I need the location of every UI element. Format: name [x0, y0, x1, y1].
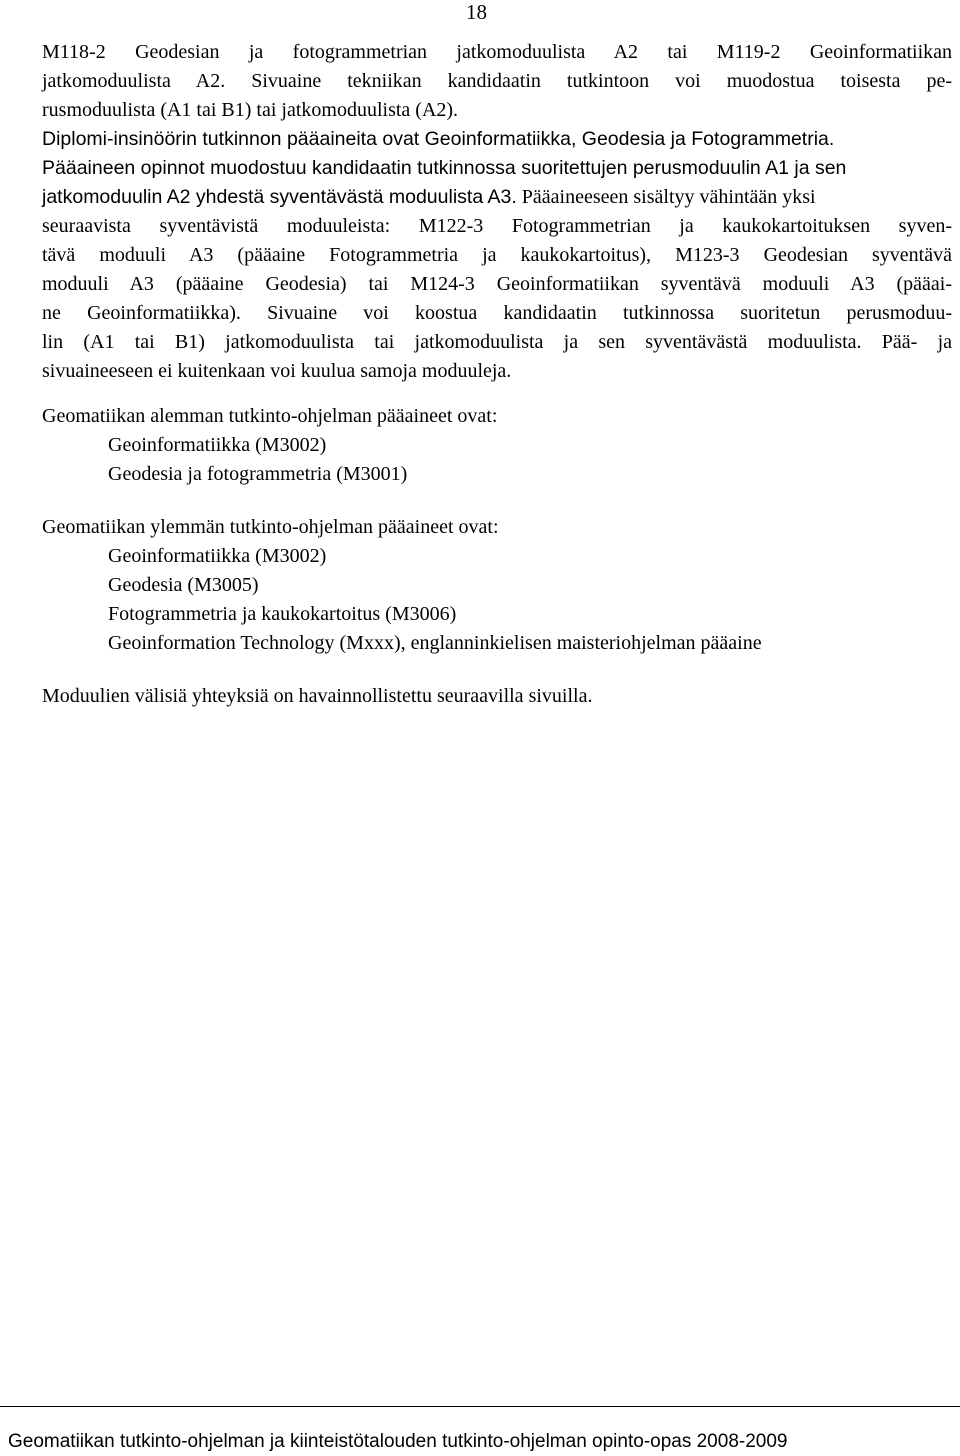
upper-degree-heading: Geomatiikan ylemmän tutkinto-ohjelman pääaineet ovat: — [42, 516, 499, 538]
list-item: Geodesia ja fotogrammetria (M3001) — [108, 463, 408, 485]
lower-degree-majors — [42, 402, 952, 489]
intro-line: ne Geoinformatiikka). Sivuaine voi koostua kandidaatin tutkinnossa suoritetun perusmoduu- — [42, 302, 952, 324]
lower-degree-heading: Geomatiikan alemman tutkinto-ohjelman pääaineet ovat: — [42, 405, 498, 427]
intro-line: Diplomi-insinöörin tutkinnon pääaineita ovat Geoinformatiikka, Geodesia ja Fotogrammetria. — [42, 128, 835, 150]
lower-degree-list — [42, 431, 952, 489]
list-item: Fotogrammetria ja kaukokartoitus (M3006) — [108, 603, 457, 625]
intro-line-part: jatkomoduulin A2 yhdestä syventävästä moduulista A3. — [42, 186, 517, 208]
closing-line: Moduulien välisiä yhteyksiä on havainnollistettu seuraavilla sivuilla. — [42, 685, 593, 707]
intro-line — [42, 183, 952, 212]
intro-line: jatkomoduulista A2. Sivuaine tekniikan kandidaatin tutkintoon voi muodostua toisesta pe- — [42, 70, 952, 92]
list-item: Geoinformation Technology (Mxxx), englanninkielisen maisteriohjelman pääaine — [108, 632, 762, 654]
intro-line: M118-2 Geodesian ja fotogrammetrian jatkomoduulista A2 tai M119-2 Geoinformatiikan — [42, 41, 952, 63]
footer-divider — [0, 1406, 960, 1407]
intro-line: sivuaineeseen ei kuitenkaan voi kuulua samoja moduuleja. — [42, 360, 512, 382]
intro-paragraph — [42, 38, 952, 386]
intro-line: lin (A1 tai B1) jatkomoduulista tai jatkomoduulista ja sen syventävästä moduulista. Pää- ja — [42, 331, 952, 353]
upper-degree-list — [42, 542, 952, 658]
intro-line-part: Pääaineeseen sisältyy vähintään yksi — [516, 186, 816, 208]
intro-line: moduuli A3 (pääaine Geodesia) tai M124-3 Geoinformatiikan syventävä moduuli A3 (pääai- — [42, 273, 952, 295]
page-number: 18 — [466, 0, 487, 24]
list-item: Geoinformatiikka (M3002) — [108, 545, 327, 567]
intro-line: tävä moduuli A3 (pääaine Fotogrammetria ja kaukokartoitus), M123-3 Geodesian syventävä — [42, 244, 952, 266]
list-item: Geoinformatiikka (M3002) — [108, 434, 327, 456]
page-footer: Geomatiikan tutkinto-ohjelman ja kiinteistötalouden tutkinto-ohjelman opinto-opas 2008-2009 — [8, 1431, 788, 1452]
upper-degree-majors — [42, 513, 952, 658]
intro-line: rusmoduulista (A1 tai B1) tai jatkomoduulista (A2). — [42, 99, 459, 121]
closing-sentence — [42, 682, 952, 711]
list-item: Geodesia (M3005) — [108, 574, 259, 596]
intro-line: seuraavista syventävistä moduuleista: M122-3 Fotogrammetrian ja kaukokartoituksen syven- — [42, 215, 952, 237]
intro-line: Pääaineen opinnot muodostuu kandidaatin tutkinnossa suoritettujen perusmoduulin A1 ja sen — [42, 157, 847, 179]
